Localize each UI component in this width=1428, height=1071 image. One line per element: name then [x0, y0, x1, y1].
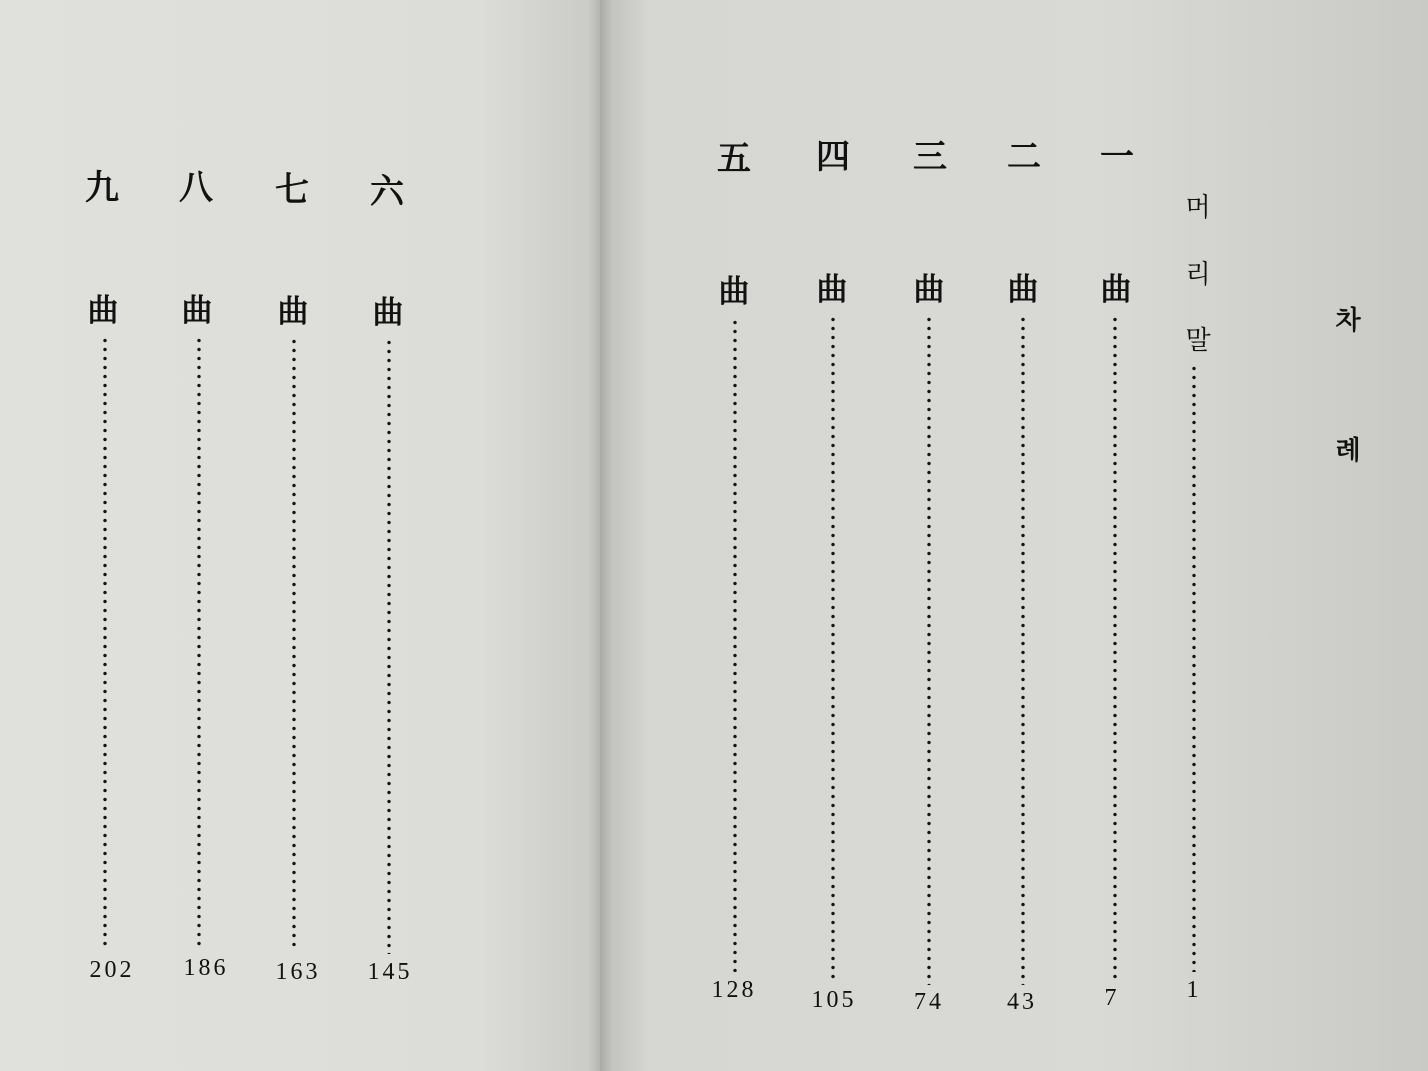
page-number: 186: [183, 955, 229, 981]
page-number: 145: [367, 959, 413, 985]
page-number: 7: [1104, 985, 1120, 1011]
chapter-kyoku: 曲: [816, 272, 848, 308]
page-number: 1: [1186, 977, 1202, 1003]
page-number: 128: [711, 977, 757, 1003]
chapter-numeral: 一: [1100, 137, 1134, 177]
toc-title-char: 차: [1335, 306, 1361, 336]
chapter-kyoku: 曲: [87, 293, 119, 329]
chapter-kyoku: 曲: [181, 293, 213, 329]
page-number: 202: [89, 957, 135, 983]
chapter-numeral: 五: [717, 139, 751, 179]
chapter-numeral: 八: [179, 168, 213, 208]
toc-title-char: 례: [1335, 436, 1361, 466]
chapter-numeral: 三: [913, 137, 947, 177]
dot-leader: [831, 315, 835, 981]
dot-leader: [292, 337, 296, 949]
chapter-numeral: 九: [85, 168, 119, 208]
chapter-kyoku: 曲: [1007, 272, 1039, 308]
chapter-numeral: 二: [1007, 137, 1041, 177]
book-gutter: [588, 0, 612, 1071]
dot-leader: [1021, 315, 1025, 985]
chapter-kyoku: 曲: [913, 272, 945, 308]
dot-leader: [1113, 315, 1117, 979]
right-page: 차 례 머 리 말 1 一 曲 7 二 曲 43 三 曲 74 四 曲 105 五 曲 128: [600, 0, 1428, 1071]
page-number: 163: [275, 959, 321, 985]
chapter-kyoku: 曲: [372, 295, 404, 331]
dot-leader: [103, 336, 107, 950]
dot-leader: [927, 315, 931, 985]
dot-leader: [197, 336, 201, 946]
page-number: 105: [811, 987, 857, 1013]
chapter-kyoku: 曲: [1100, 272, 1132, 308]
chapter-kyoku: 曲: [277, 294, 309, 330]
page-number: 43: [1007, 989, 1037, 1015]
dot-leader: [733, 318, 737, 972]
page-number: 74: [914, 989, 944, 1015]
left-page: [0, 0, 600, 1071]
chapter-kyoku: 曲: [718, 274, 750, 310]
dot-leader: [387, 338, 391, 954]
chapter-numeral: 七: [275, 170, 309, 210]
chapter-numeral: 六: [370, 172, 404, 212]
dot-leader: [1192, 364, 1196, 972]
chapter-numeral: 四: [816, 137, 850, 177]
